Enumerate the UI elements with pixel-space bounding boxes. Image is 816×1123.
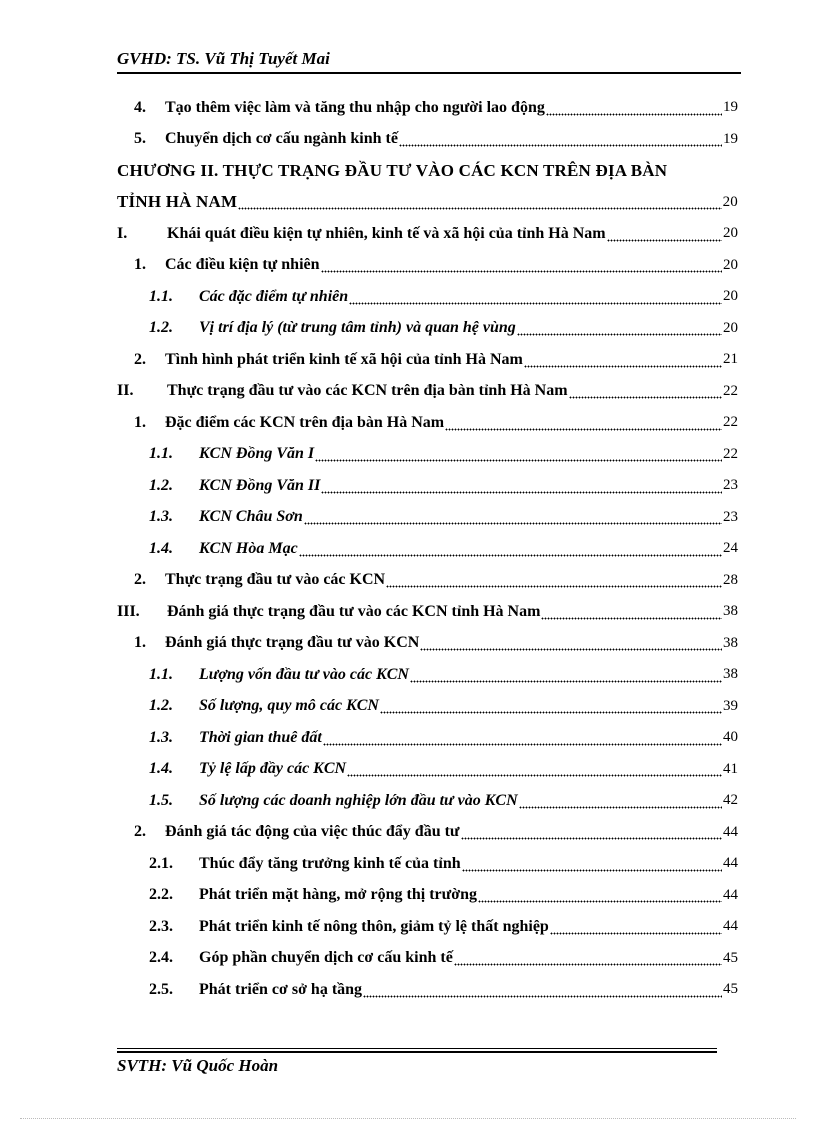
toc-entry-page: 19 <box>723 99 738 116</box>
toc-entry-title: Các điều kiện tự nhiên <box>165 256 320 274</box>
toc-entry-page: 45 <box>723 981 738 998</box>
toc-entry-title: Vị trí địa lý (từ trung tâm tỉnh) và quan hệ vùng <box>199 319 516 337</box>
toc-entry[interactable] <box>117 281 738 313</box>
toc-entry-page: 24 <box>723 540 738 557</box>
toc-entry-title: KCN Hòa Mạc <box>199 539 298 557</box>
toc-dot-leader <box>386 574 722 588</box>
toc-entry-page: 22 <box>723 382 738 399</box>
toc-entry-number: 2.5. <box>149 980 173 998</box>
toc-dot-leader <box>461 826 722 840</box>
table-of-contents <box>117 92 738 1006</box>
toc-entry-title: TỈNH HÀ NAM <box>117 192 238 212</box>
toc-entry-title: Tình hình phát triển kinh tế xã hội của tỉnh Hà Nam <box>165 350 523 368</box>
toc-dot-leader <box>410 669 722 683</box>
toc-entry-title: Góp phần chuyển dịch cơ cấu kinh tế <box>199 949 453 967</box>
toc-entry-title: Đánh giá thực trạng đầu tư vào KCN <box>165 634 420 652</box>
toc-entry-number: 1.4. <box>149 539 173 557</box>
toc-entry-page: 20 <box>723 288 738 305</box>
toc-entry-page: 20 <box>723 319 738 336</box>
toc-entry-page: 44 <box>723 855 738 872</box>
toc-entry-page: 38 <box>723 666 738 683</box>
toc-entry-page: 19 <box>723 130 738 147</box>
toc-dot-leader <box>541 606 722 620</box>
toc-entry-title: Thời gian thuê đất <box>199 728 322 746</box>
toc-entry[interactable] <box>117 943 738 975</box>
toc-entry-number: II. <box>117 382 134 400</box>
toc-entry-page: 44 <box>723 823 738 840</box>
toc-entry-title: Chuyển dịch cơ cấu ngành kinh tế <box>165 130 398 148</box>
toc-entry-title: Thúc đẩy tăng trưởng kinh tế của tỉnh <box>199 854 461 872</box>
toc-entry-title: Số lượng các doanh nghiệp lớn đầu tư vào KCN <box>199 791 518 809</box>
toc-entry[interactable] <box>117 817 738 849</box>
toc-dot-leader <box>445 417 722 431</box>
toc-entry-title: Số lượng, quy mô các KCN <box>199 697 379 715</box>
toc-entry-page: 28 <box>723 571 738 588</box>
toc-entry[interactable] <box>117 596 738 628</box>
toc-entry[interactable] <box>117 439 738 471</box>
toc-entry[interactable] <box>117 628 738 660</box>
toc-entry-title: KCN Đồng Văn II <box>199 476 321 494</box>
toc-entry-page: 40 <box>723 729 738 746</box>
toc-entry[interactable] <box>117 848 738 880</box>
toc-entry-title: Các đặc điểm tự nhiên <box>199 287 349 305</box>
toc-entry-page: 23 <box>723 508 738 525</box>
toc-dot-leader <box>323 732 722 746</box>
toc-entry[interactable] <box>117 785 738 817</box>
toc-entry-page: 45 <box>723 949 738 966</box>
toc-entry-page: 42 <box>723 792 738 809</box>
page-bottom-edge <box>20 1118 796 1119</box>
toc-entry-number: 2. <box>134 823 146 841</box>
toc-entry-page: 41 <box>723 760 738 777</box>
toc-dot-leader <box>380 700 722 714</box>
toc-entry[interactable] <box>117 880 738 912</box>
toc-entry-number: III. <box>117 602 140 620</box>
toc-entry-page: 23 <box>723 477 738 494</box>
toc-entry-title: Phát triển mặt hàng, mở rộng thị trường <box>199 886 477 904</box>
toc-entry-number: 1.3. <box>149 508 173 526</box>
toc-dot-leader <box>462 858 722 872</box>
toc-entry-title: CHƯƠNG II. THỰC TRẠNG ĐẦU TƯ VÀO CÁC KCN TRÊN ĐỊA BÀN <box>117 160 668 180</box>
toc-entry-number: 5. <box>134 130 146 148</box>
header-text: GVHD: TS. Vũ Thị Tuyết Mai <box>117 49 330 68</box>
toc-entry-number: 1.1. <box>149 445 173 463</box>
toc-dot-leader <box>546 102 722 116</box>
toc-dot-leader <box>347 763 722 777</box>
toc-entry-page: 21 <box>723 351 738 368</box>
toc-entry[interactable] <box>117 659 738 691</box>
toc-dot-leader <box>299 543 722 557</box>
toc-entry[interactable] <box>117 92 738 124</box>
toc-entry-page: 39 <box>723 697 738 714</box>
toc-entry-title: Đặc điểm các KCN trên địa bàn Hà Nam <box>165 413 445 431</box>
toc-entry[interactable] <box>117 974 738 1006</box>
toc-entry[interactable] <box>117 533 738 565</box>
toc-entry-page: 22 <box>723 414 738 431</box>
toc-entry-number: 2. <box>134 571 146 589</box>
toc-entry-number: 1.5. <box>149 791 173 809</box>
toc-dot-leader <box>524 354 722 368</box>
toc-entry[interactable] <box>117 344 738 376</box>
toc-dot-leader <box>454 952 722 966</box>
toc-entry-number: 1.3. <box>149 728 173 746</box>
toc-entry-title: Thực trạng đầu tư vào các KCN <box>165 571 386 589</box>
toc-dot-leader <box>321 259 722 273</box>
toc-dot-leader <box>519 795 722 809</box>
toc-entry-page: 22 <box>723 445 738 462</box>
toc-dot-leader <box>517 322 722 336</box>
toc-entry-title: KCN Châu Sơn <box>199 508 303 526</box>
toc-entry-number: 2.3. <box>149 917 173 935</box>
toc-entry[interactable] <box>117 313 738 345</box>
toc-entry-number: 2.1. <box>149 854 173 872</box>
toc-entry-number: 1.2. <box>149 319 173 337</box>
toc-entry[interactable] <box>117 691 738 723</box>
toc-entry[interactable] <box>117 376 738 408</box>
toc-entry-number: 1. <box>134 256 146 274</box>
toc-dot-leader <box>238 196 721 210</box>
toc-entry-title: Tỷ lệ lấp đầy các KCN <box>199 760 347 778</box>
toc-entry-title: Đánh giá thực trạng đầu tư vào các KCN tỉnh Hà Nam <box>167 602 541 620</box>
toc-entry-page: 44 <box>723 918 738 935</box>
toc-entry-page: 20 <box>723 225 738 242</box>
toc-dot-leader <box>478 889 722 903</box>
toc-entry[interactable] <box>117 218 738 250</box>
toc-dot-leader <box>550 921 722 935</box>
toc-dot-leader <box>321 480 722 494</box>
toc-entry-title: KCN Đồng Văn I <box>199 445 315 463</box>
toc-dot-leader <box>399 133 722 147</box>
page-header <box>117 48 741 74</box>
toc-entry-number: 1.1. <box>149 665 173 683</box>
toc-entry-page: 38 <box>723 603 738 620</box>
toc-entry[interactable] <box>117 407 738 439</box>
toc-dot-leader <box>607 228 722 242</box>
toc-dot-leader <box>315 448 722 462</box>
toc-entry-title: Khái quát điều kiện tự nhiên, kinh tế và xã hội của tỉnh Hà Nam <box>167 224 606 242</box>
toc-entry-number: 4. <box>134 98 146 116</box>
toc-entry-number: 2. <box>134 350 146 368</box>
footer-rule-thick <box>117 1051 717 1053</box>
toc-entry[interactable] <box>117 754 738 786</box>
toc-entry-number: 1.1. <box>149 287 173 305</box>
toc-entry-page: 38 <box>723 634 738 651</box>
toc-entry-page: 44 <box>723 886 738 903</box>
toc-entry[interactable] <box>117 155 738 187</box>
toc-entry[interactable] <box>117 250 738 282</box>
toc-dot-leader <box>363 984 722 998</box>
toc-entry[interactable] <box>117 187 738 219</box>
toc-dot-leader <box>569 385 722 399</box>
toc-entry-page: 20 <box>723 256 738 273</box>
toc-dot-leader <box>349 291 722 305</box>
toc-entry-title: Lượng vốn đầu tư vào các KCN <box>199 665 409 683</box>
toc-entry[interactable] <box>117 502 738 534</box>
toc-entry-number: 1.4. <box>149 760 173 778</box>
toc-entry[interactable] <box>117 124 738 156</box>
toc-entry-title: Tạo thêm việc làm và tăng thu nhập cho người lao động <box>165 98 545 116</box>
toc-entry-page: 20 <box>722 193 738 210</box>
toc-entry-title: Đánh giá tác động của việc thúc đẩy đầu tư <box>165 823 460 841</box>
toc-entry-number: I. <box>117 224 128 242</box>
toc-entry-title: Thực trạng đầu tư vào các KCN trên địa bàn tỉnh Hà Nam <box>167 382 568 400</box>
footer-rule <box>117 1048 717 1049</box>
toc-dot-leader <box>304 511 722 525</box>
toc-entry[interactable] <box>117 565 738 597</box>
toc-entry-number: 1. <box>134 413 146 431</box>
toc-entry-number: 1. <box>134 634 146 652</box>
toc-entry[interactable] <box>117 470 738 502</box>
toc-entry-number: 2.2. <box>149 886 173 904</box>
toc-dot-leader <box>420 637 722 651</box>
toc-entry-title: Phát triển kinh tế nông thôn, giảm tỷ lệ thất nghiệp <box>199 917 549 935</box>
toc-entry-title: Phát triển cơ sở hạ tầng <box>199 980 363 998</box>
toc-entry[interactable] <box>117 722 738 754</box>
footer-text: SVTH: Vũ Quốc Hoàn <box>117 1056 279 1075</box>
toc-entry-number: 1.2. <box>149 697 173 715</box>
toc-entry[interactable] <box>117 911 738 943</box>
toc-entry-number: 1.2. <box>149 476 173 494</box>
toc-entry-number: 2.4. <box>149 949 173 967</box>
